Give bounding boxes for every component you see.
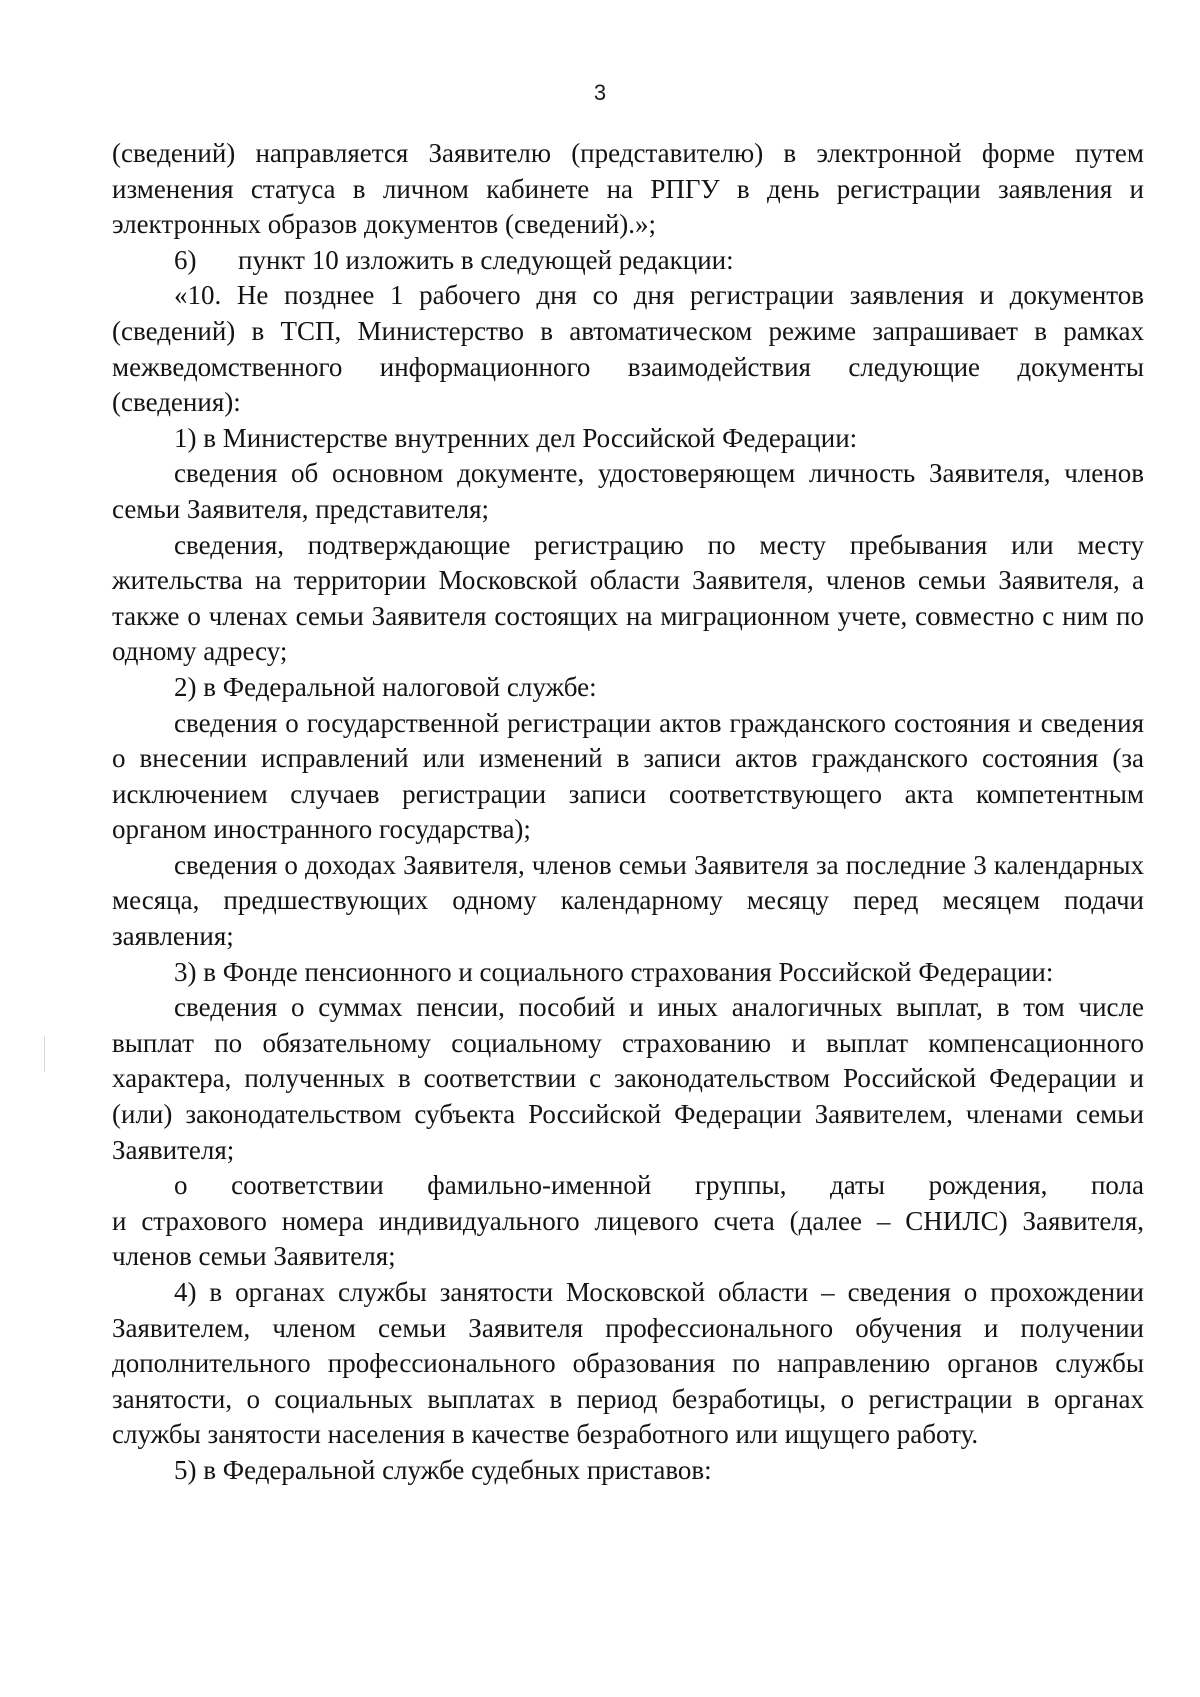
page-number: 3	[593, 80, 607, 105]
paragraph-snils-rest: и страхового номера индивидуального лицевого счета (далее – СНИЛС) Заявителя, членов семьи Заявителя;	[112, 1205, 1144, 1272]
paragraph-clause-10: «10. Не позднее 1 рабочего дня со дня регистрации заявления и документов (сведений) в ТСП, Министерство в автоматическом режиме запрашивает в рамках межведомственного информационного взаимодействия следующие документы (сведения):	[112, 280, 1144, 418]
paragraph-mvd: 1) в Министерстве внутренних дел Российской Федерации:	[174, 422, 858, 453]
paragraph-item-6	[112, 243, 1144, 279]
paragraph-civil-status: сведения о государственной регистрации актов гражданского состояния и сведения о внесении исправлений или изменений в записи актов гражданского состояния (за исключением случаев регистрации записи соответствующего акта компетентным органом иностранного государства);	[112, 707, 1144, 845]
document-body	[112, 136, 1144, 1489]
paragraph-pension: сведения о суммах пенсии, пособий и иных аналогичных выплат, в том числе выплат по обязательному социальному страхованию и выплат компенсационного характера, полученных в соответствии с законодательством Российской Федерации и (или) законодательством субъекта Российской Федерации Заявителем, членами семьи Заявителя;	[112, 992, 1144, 1165]
paragraph-income: сведения о доходах Заявителя, членов семьи Заявителя за последние 3 календарных месяца, предшествующих одному календарному месяцу перед месяцем подачи заявления;	[112, 849, 1144, 952]
paragraph-sfr: 3) в Фонде пенсионного и социального страхования Российской Федерации:	[174, 956, 1054, 987]
item-6-number: 6)	[174, 244, 197, 275]
paragraph-fns: 2) в Федеральной налоговой службе:	[174, 671, 597, 702]
paragraph-continuation: (сведений) направляется Заявителю (представителю) в электронной форме путем изменения статуса в личном кабинете на РПГУ в день регистрации заявления и электронных образов документов (сведений).»;	[112, 138, 1144, 240]
paragraph-identity-doc: сведения об основном документе, удостоверяющем личность Заявителя, членов семьи Заявителя, представителя;	[112, 458, 1144, 524]
paragraph-snils-line1: о соответствии фамильно-именной группы, даты рождения, пола	[174, 1170, 1144, 1201]
paragraph-bailiffs: 5) в Федеральной службе судебных приставов:	[174, 1454, 712, 1485]
scan-margin-mark	[44, 1036, 45, 1072]
paragraph-registration: сведения, подтверждающие регистрацию по месту пребывания или месту жительства на территории Московской области Заявителя, членов семьи Заявителя, а также о членах семьи Заявителя состоящих на миграционном учете, совместно с ним по одному адресу;	[112, 529, 1144, 667]
item-6-text: пункт 10 изложить в следующей редакции:	[238, 244, 734, 275]
paragraph-employment: 4) в органах службы занятости Московской области – сведения о прохождении Заявителем, членом семьи Заявителя профессионального обучения и получении дополнительного профессионального образования по направлению органов службы занятости, о социальных выплатах в период безработицы, о регистрации в органах службы занятости населения в качестве безработного или ищущего работу.	[112, 1277, 1144, 1450]
